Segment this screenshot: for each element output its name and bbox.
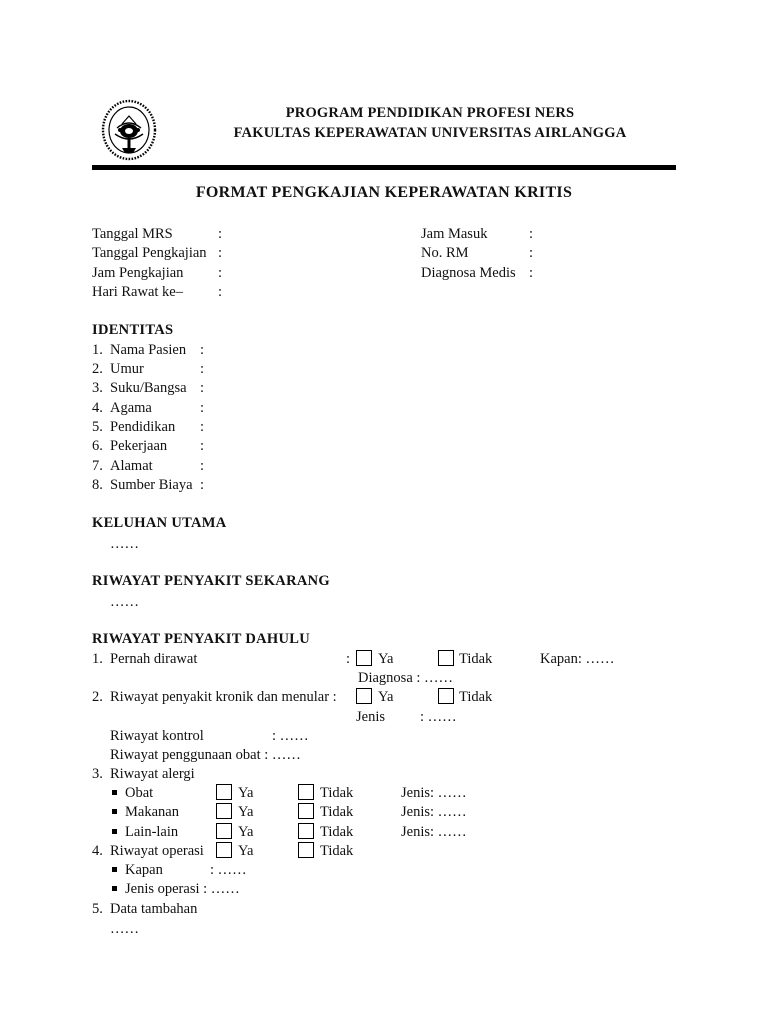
q3-label: Riwayat alergi	[110, 766, 195, 782]
identitas-colon: :	[200, 477, 205, 493]
alergi-obat-tidak-checkbox[interactable]	[298, 784, 314, 800]
header-divider	[92, 165, 676, 170]
q1-diagnosa: Diagnosa : ……	[358, 670, 454, 686]
identitas-colon: :	[200, 400, 205, 416]
jam-masuk-colon: :	[529, 226, 534, 242]
q3-num: 3.	[92, 766, 103, 782]
no-rm-label: No. RM	[421, 245, 469, 261]
keluhan-dots: ……	[110, 536, 139, 552]
operasi-tidak-label: Tidak	[320, 843, 354, 859]
diagnosa-medis-colon: :	[529, 265, 534, 281]
jam-pengkajian-label: Jam Pengkajian	[92, 265, 184, 281]
alergi-lain-ya-checkbox[interactable]	[216, 823, 232, 839]
tanggal-mrs-colon: :	[218, 226, 223, 242]
q1-tidak-label: Tidak	[459, 651, 493, 667]
tanggal-pengkajian-colon: :	[218, 245, 223, 261]
alergi-obat-ya-checkbox[interactable]	[216, 784, 232, 800]
identitas-label: Suku/Bangsa	[110, 380, 187, 396]
identitas-heading: IDENTITAS	[92, 322, 174, 338]
identitas-num: 3.	[92, 380, 103, 396]
alergi-label: Obat	[125, 785, 154, 801]
alergi-jenis: Jenis: ……	[401, 785, 467, 801]
q2-jenis-label: Jenis	[356, 709, 385, 725]
alergi-ya-label: Ya	[238, 804, 254, 820]
alergi-ya-label: Ya	[238, 824, 254, 840]
alergi-label: Makanan	[125, 804, 179, 820]
alergi-jenis: Jenis: ……	[401, 804, 467, 820]
identitas-colon: :	[200, 361, 205, 377]
operasi-ya-checkbox[interactable]	[216, 842, 232, 858]
identitas-label: Agama	[110, 400, 152, 416]
jenis-operasi: Jenis operasi : ……	[125, 881, 240, 897]
q1-colon: :	[346, 651, 351, 667]
q2-num: 2.	[92, 689, 103, 705]
header-program: PROGRAM PENDIDIKAN PROFESI NERS	[285, 105, 575, 121]
identitas-num: 4.	[92, 400, 103, 416]
jam-masuk-label: Jam Masuk	[421, 226, 488, 242]
kontrol-label: Riwayat kontrol	[110, 728, 204, 744]
identitas-num: 7.	[92, 458, 103, 474]
kontrol-value: : ……	[272, 728, 309, 744]
identitas-colon: :	[200, 380, 205, 396]
q2-tidak-checkbox[interactable]	[438, 688, 454, 704]
q5-label: Data tambahan	[110, 901, 198, 917]
alergi-tidak-label: Tidak	[320, 824, 354, 840]
jam-pengkajian-colon: :	[218, 265, 223, 281]
alergi-makanan-tidak-checkbox[interactable]	[298, 803, 314, 819]
q1-ya-checkbox[interactable]	[356, 650, 372, 666]
sekarang-heading: RIWAYAT PENYAKIT SEKARANG	[92, 573, 330, 589]
q2-tidak-label: Tidak	[459, 689, 493, 705]
identitas-num: 5.	[92, 419, 103, 435]
q1-label: Pernah dirawat	[110, 651, 198, 667]
identitas-label: Pendidikan	[110, 419, 176, 435]
q5-dots: ……	[110, 921, 139, 937]
keluhan-heading: KELUHAN UTAMA	[92, 515, 227, 531]
obat-history: Riwayat penggunaan obat : ……	[110, 747, 301, 763]
dahulu-heading: RIWAYAT PENYAKIT DAHULU	[92, 631, 311, 647]
q2-jenis-value: : ……	[420, 709, 457, 725]
identitas-colon: :	[200, 419, 205, 435]
q1-num: 1.	[92, 651, 103, 667]
operasi-ya-label: Ya	[238, 843, 254, 859]
bullet-icon	[112, 790, 117, 795]
bullet-icon	[112, 809, 117, 814]
q2-label: Riwayat penyakit kronik dan menular :	[110, 689, 337, 705]
operasi-tidak-checkbox[interactable]	[298, 842, 314, 858]
alergi-makanan-ya-checkbox[interactable]	[216, 803, 232, 819]
operasi-kapan-label: Kapan	[125, 862, 163, 878]
alergi-tidak-label: Tidak	[320, 785, 354, 801]
sekarang-dots: ……	[110, 594, 139, 610]
identitas-colon: :	[200, 458, 205, 474]
tanggal-mrs-label: Tanggal MRS	[92, 226, 173, 242]
tanggal-pengkajian-label: Tanggal Pengkajian	[92, 245, 207, 261]
q2-ya-label: Ya	[378, 689, 394, 705]
identitas-num: 8.	[92, 477, 103, 493]
q1-tidak-checkbox[interactable]	[438, 650, 454, 666]
q4-label: Riwayat operasi	[110, 843, 204, 859]
q5-num: 5.	[92, 901, 103, 917]
q4-num: 4.	[92, 843, 103, 859]
alergi-ya-label: Ya	[238, 785, 254, 801]
q1-kapan: Kapan: ……	[540, 651, 615, 667]
identitas-label: Umur	[110, 361, 144, 377]
university-seal-icon	[100, 98, 158, 162]
identitas-label: Sumber Biaya	[110, 477, 193, 493]
document-title: FORMAT PENGKAJIAN KEPERAWATAN KRITIS	[195, 184, 573, 201]
hari-rawat-colon: :	[218, 284, 223, 300]
alergi-lain-tidak-checkbox[interactable]	[298, 823, 314, 839]
identitas-num: 6.	[92, 438, 103, 454]
bullet-icon	[112, 886, 117, 891]
bullet-icon	[112, 867, 117, 872]
q2-ya-checkbox[interactable]	[356, 688, 372, 704]
bullet-icon	[112, 829, 117, 834]
identitas-label: Alamat	[110, 458, 153, 474]
identitas-colon: :	[200, 342, 205, 358]
identitas-num: 1.	[92, 342, 103, 358]
identitas-num: 2.	[92, 361, 103, 377]
identitas-label: Nama Pasien	[110, 342, 187, 358]
header-faculty: FAKULTAS KEPERAWATAN UNIVERSITAS AIRLANGGA	[233, 125, 627, 141]
no-rm-colon: :	[529, 245, 534, 261]
alergi-label: Lain-lain	[125, 824, 179, 840]
operasi-kapan-value: : ……	[210, 862, 247, 878]
identitas-label: Pekerjaan	[110, 438, 168, 454]
alergi-jenis: Jenis: ……	[401, 824, 467, 840]
alergi-tidak-label: Tidak	[320, 804, 354, 820]
hari-rawat-label: Hari Rawat ke–	[92, 284, 183, 300]
q1-ya-label: Ya	[378, 651, 394, 667]
diagnosa-medis-label: Diagnosa Medis	[421, 265, 516, 281]
identitas-colon: :	[200, 438, 205, 454]
